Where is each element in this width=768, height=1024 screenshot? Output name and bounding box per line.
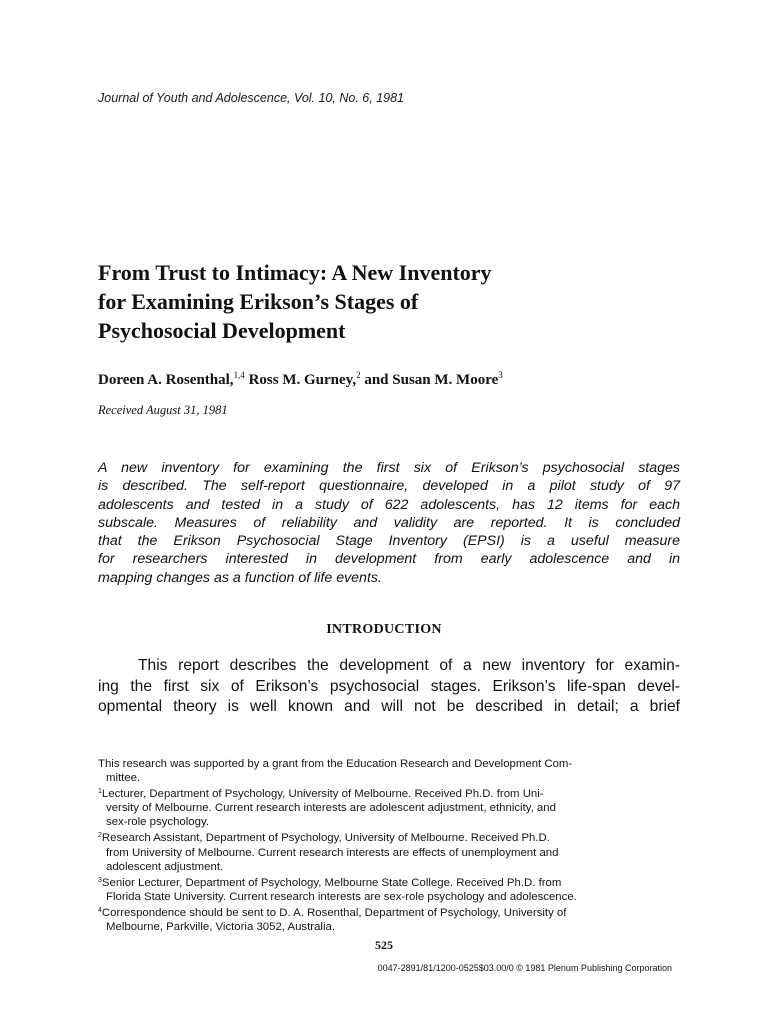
- footnote-mark: 4: [98, 906, 102, 914]
- author-name: and Susan M. Moore: [360, 372, 499, 388]
- footnotes: [98, 757, 678, 934]
- footnote-text: Lecturer, Department of Psychology, University of Melbourne. Received Ph.D. from Uni-: [101, 788, 544, 801]
- footnote-line: [98, 904, 678, 920]
- abstract-line: is described. The self-report questionnaire, developed in a pilot study of 97: [98, 478, 680, 495]
- author-name: Ross M. Gurney,: [244, 372, 357, 388]
- footnote-line: versity of Melbourne. Current research interests are adolescent adjustment, ethnicity, and: [106, 802, 556, 815]
- copyright-line: 0047-2891/81/1200-0525$03.00/0 © 1981 Plenum Publishing Corporation: [377, 963, 672, 973]
- paragraph-line: ing the first six of Erikson’s psychosocial stages. Erikson’s life-span devel-: [98, 677, 680, 695]
- footnote-line: [98, 874, 678, 890]
- footnote-line: mittee.: [106, 772, 141, 785]
- footnote-mark: 2: [98, 832, 102, 840]
- footnote-text: Research Assistant, Department of Psychology, University of Melbourne. Received Ph.D.: [101, 832, 550, 845]
- title-line: for Examining Erikson’s Stages of: [98, 289, 419, 314]
- footnote-line: [98, 785, 678, 801]
- footnote-mark: 3: [98, 876, 102, 884]
- title-line: From Trust to Intimacy: A New Inventory: [98, 260, 492, 285]
- footnote-text: Senior Lecturer, Department of Psychology, Melbourne State College. Received Ph.D. from: [101, 876, 562, 889]
- footnote-line: Melbourne, Parkville, Victoria 3052, Australia.: [106, 921, 335, 934]
- introduction-paragraph: [98, 656, 680, 718]
- paragraph-line: This report describes the development of a new inventory for examin-: [138, 657, 680, 674]
- footnote-line: sex-role psychology.: [106, 816, 209, 829]
- author-list: [98, 370, 503, 389]
- abstract-line: that the Erikson Psychosocial Stage Inventory (EPSI) is a useful measure: [98, 533, 680, 550]
- abstract-line: mapping changes as a function of life events.: [98, 569, 382, 586]
- author-footnote-mark: 3: [498, 370, 503, 380]
- footnote-line: Florida State University. Current research interests are sex-role psychology and adolescence.: [106, 890, 577, 903]
- footnote-line: This research was supported by a grant from the Education Research and Development Com-: [98, 758, 573, 770]
- footnote-line: from University of Melbourne. Current research interests are effects of unemployment and: [106, 846, 559, 859]
- abstract-line: A new inventory for examining the first six of Erikson’s psychosocial stages: [98, 460, 680, 476]
- author-footnote-mark: 2: [356, 370, 361, 380]
- author-footnote-mark: 1,4: [233, 370, 245, 380]
- paragraph-line: opmental theory is well known and will not be described in detail; a brief: [98, 698, 680, 715]
- footnote-line: [98, 829, 678, 845]
- abstract: [98, 459, 680, 587]
- page-number: 525: [375, 938, 393, 952]
- title-line: Psychosocial Development: [98, 318, 346, 343]
- journal-citation: Journal of Youth and Adolescence, Vol. 10, No. 6, 1981: [98, 91, 405, 105]
- abstract-line: for researchers interested in development from early adolescence and in: [98, 551, 680, 568]
- article-title: [98, 258, 492, 345]
- footnote-mark: 1: [98, 788, 102, 796]
- abstract-line: adolescents and tested in a study of 622 adolescents, has 12 items for each: [98, 496, 680, 513]
- author-name: Doreen A. Rosenthal,: [98, 372, 234, 388]
- abstract-line: subscale. Measures of reliability and validity are reported. It is concluded: [98, 514, 680, 531]
- footnote-text: Correspondence should be sent to D. A. Rosenthal, Department of Psychology, University of: [101, 906, 567, 919]
- footnote-line: adolescent adjustment.: [106, 860, 224, 873]
- received-date: Received August 31, 1981: [98, 403, 228, 417]
- section-heading: INTRODUCTION: [326, 622, 442, 637]
